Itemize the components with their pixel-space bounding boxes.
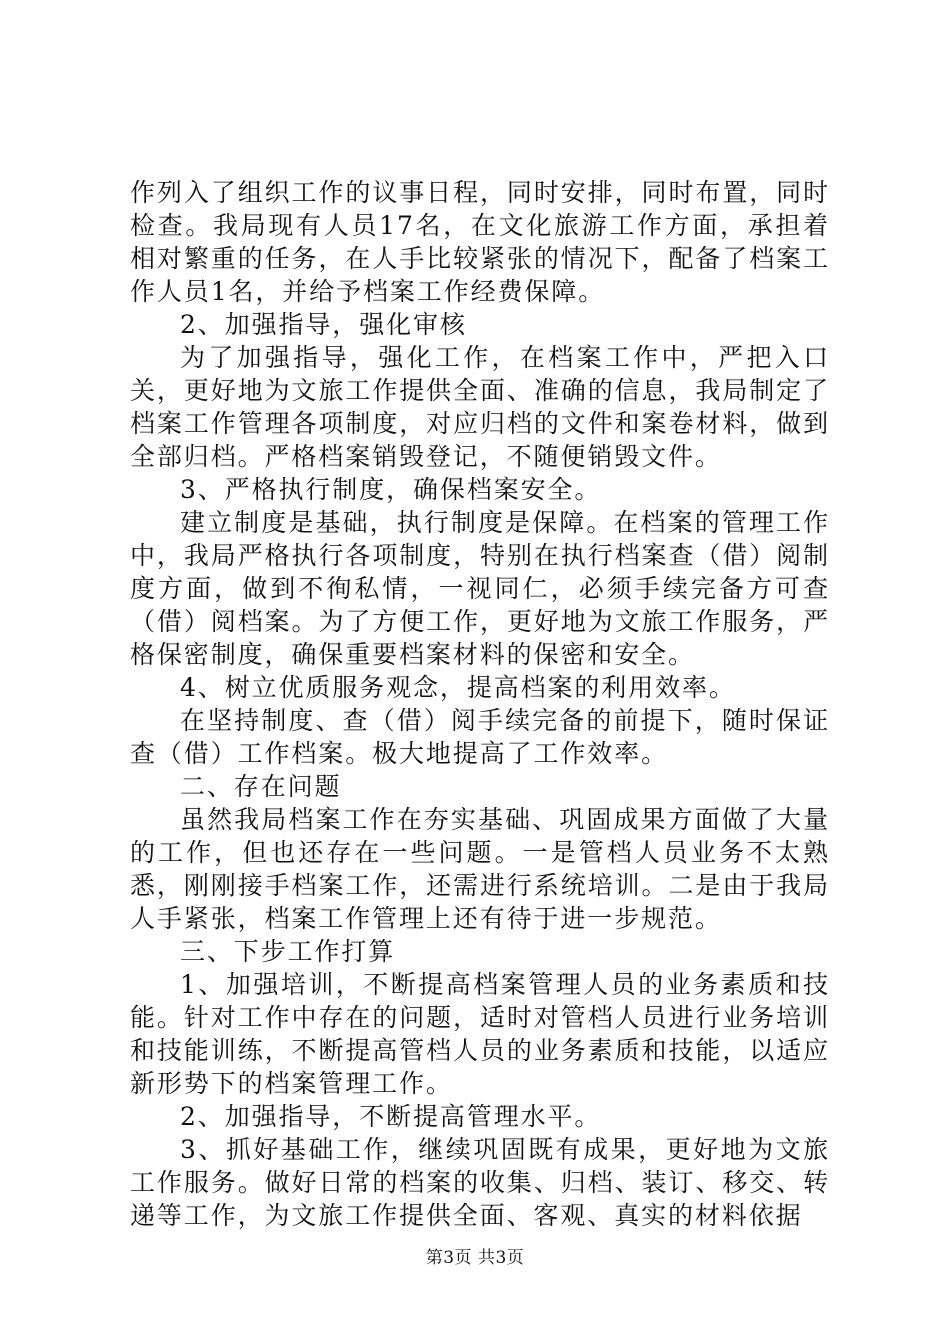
section-heading: 二、存在问题 — [180, 772, 342, 801]
section-heading: 三、下步工作打算 — [180, 937, 396, 966]
section-heading: 3、严格执行制度，确保档案安全。 — [180, 475, 602, 504]
section-heading: 4、树立优质服务观念，提高档案的利用效率。 — [180, 673, 736, 702]
section-heading: 2、加强指导，不断提高管理水平。 — [180, 1102, 602, 1131]
document-body — [130, 176, 830, 1232]
paragraph: 3、抓好基础工作，继续巩固既有成果，更好地为文旅工作服务。做好日常的档案的收集、归档、装订、移交、转递等工作，为文旅工作提供全面、客观、真实的材料依据 — [130, 1135, 830, 1230]
paragraph: 建立制度是基础，执行制度是保障。在档案的管理工作中，我局严格执行各项制度，特别在执行档案查（借）阅制度方面，做到不徇私情，一视同仁，必须手续完备方可查（借）阅档案。为了方便工作，更好地为文旅工作服务，严格保密制度，确保重要档案材料的保密和安全。 — [130, 508, 830, 669]
paragraph: 在坚持制度、查（借）阅手续完备的前提下，随时保证查（借）工作档案。极大地提高了工作效率。 — [130, 706, 830, 768]
paragraph-continuation: 作列入了组织工作的议事日程，同时安排，同时布置，同时检查。我局现有人员17名，在文化旅游工作方面，承担着相对繁重的任务，在人手比较紧张的情况下，配备了档案工作人员1名，并给予档案工作经费保障。 — [130, 178, 830, 306]
paragraph: 1、加强培训，不断提高档案管理人员的业务素质和技能。针对工作中存在的问题，适时对管档人员进行业务培训和技能训练，不断提高管档人员的业务素质和技能，以适应新形势下的档案管理工作。 — [130, 970, 830, 1098]
paragraph: 为了加强指导，强化工作，在档案工作中，严把入口关，更好地为文旅工作提供全面、准确的信息，我局制定了档案工作管理各项制度，对应归档的文件和案卷材料，做到全部归档。严格档案销毁登记，不随便销毁文件。 — [130, 343, 830, 471]
paragraph: 虽然我局档案工作在夯实基础、巩固成果方面做了大量的工作，但也还存在一些问题。一是管档人员业务不太熟悉，刚刚接手档案工作，还需进行系统培训。二是由于我局人手紧张，档案工作管理上还有待于进一步规范。 — [130, 805, 830, 933]
section-heading: 2、加强指导，强化审核 — [180, 310, 467, 339]
page-number-footer: 第3页 共3页 — [425, 1248, 525, 1268]
